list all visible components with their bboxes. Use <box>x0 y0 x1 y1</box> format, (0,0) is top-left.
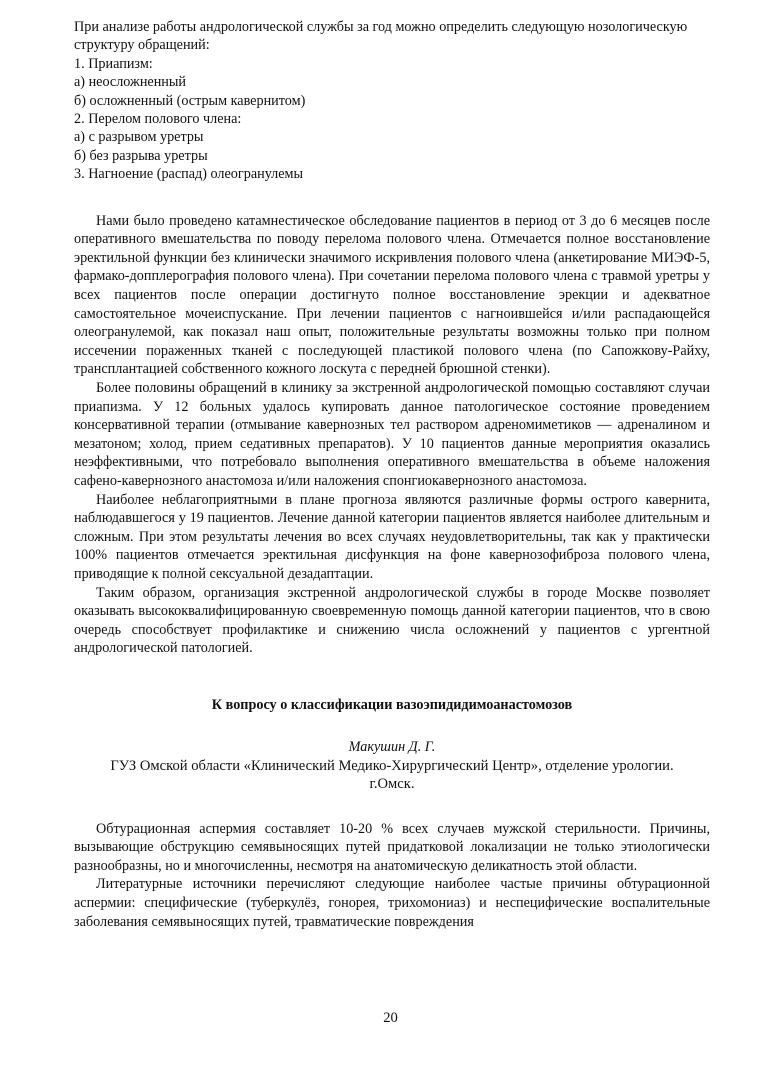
list-item: а) с разрывом уретры <box>74 129 204 146</box>
spacer <box>74 794 710 820</box>
body-paragraph-followup: Нами было проведено катамнестическое обследование пациентов в период от 3 до 6 месяцев после оперативного вмешательства по поводу перелома полового члена. Отмечается полное восстановление эректильной функции без клинически значимого искривления полового члена (анкетирование МИЭФ-5, фармако-допплерография полового члена). При сочетании перелома полового члена с травмой уретры у всех пациентов после операции достигнуто полное восстановление эрекции и адекватное самостоятельное мочеиспускание. При лечении пациентов с нагноившейся и/или распадающейся олеогранулемой, как показал наш опыт, положительные результаты возможны только при полном иссечении пораженных тканей с последующей пластикой полового члена (по Сапожкову-Райху, трансплантацией собственного кожного лоскута с передней брюшной стенки). <box>74 212 710 378</box>
section-affiliation-city: г.Омск. <box>369 776 415 793</box>
list-item: 1. Приапизм: <box>74 55 153 72</box>
intro-paragraph: При анализе работы андрологической службы за год можно определить следующую нозологическую структуру обращений: <box>74 19 688 54</box>
page-content <box>74 18 710 931</box>
section-affiliation: ГУЗ Омской области «Клинический Медико-Хирургический Центр», отделение урологии. <box>110 757 674 774</box>
section-paragraph-aspermia: Обтурационная аспермия составляет 10-20 % всех случаев мужской стерильности. Причины, вызывающие обструкцию семявыносящих путей придатковой локализации не только этиологически разнообразны, но и многочисленны, несмотря на анатомическую деликатность этой области. <box>74 820 710 874</box>
body-paragraph-cavernitis: Наиболее неблагоприятными в плане прогноза являются различные формы острого кавернита, наблюдавшегося у 19 пациентов. Лечение данной категории пациентов является наиболее длительным и сложным. При этом результаты лечения во всех случаях неудовлетворительны, так как у практически 100% пациентов отмечается эректильная дисфункция на фоне кавернозофиброза полового члена, приводящие к полной сексуальной дезадаптации. <box>74 491 710 582</box>
nosology-list <box>74 55 710 184</box>
list-item: а) неосложненный <box>74 74 187 91</box>
section-title: К вопросу о классификации вазоэпидидимоанастомозов <box>211 696 573 713</box>
body-paragraph-conclusion: Таким образом, организация экстренной андрологической службы в городе Москве позволяет оказывать высококвалифицированную своевременную помощь данной категории пациентов, что в свою очередь способствует профилактике и снижению числа осложнений у пациентов с ургентной андрологической патологией. <box>74 584 710 657</box>
body-paragraph-priapism: Более половины обращений в клинику за экстренной андрологической помощью составляют случаи приапизма. У 12 больных удалось купировать данное патологическое состояние проведением консервативной терапии (отмывание кавернозных тел раствором адреномиметиков — адреналином и мезатоном; холод, прием седативных препаратов). У 10 пациентов данные мероприятия оказались неэффективными, что потребовало выполнения оперативного вмешательства в объеме наложения сафено-кавернозного анастомоза и/или наложения спонгиокавернозного анастомоза. <box>74 380 710 489</box>
spacer <box>74 184 710 212</box>
list-item: 3. Нагноение (распад) олеогранулемы <box>74 166 304 183</box>
section-author: Макушин Д. Г. <box>348 738 436 755</box>
list-item: б) без разрыва уретры <box>74 147 208 164</box>
section-paragraph-causes: Литературные источники перечисляют следующие наиболее частые причины обтурационной аспермии: специфические (туберкулёз, гонорея, трихомониаз) и неспецифические воспалительные заболевания семявыносящих путей, травматические повреждения <box>74 876 710 930</box>
page-number: 20 <box>383 1010 398 1026</box>
list-item: б) осложненный (острым кавернитом) <box>74 92 306 109</box>
list-item: 2. Перелом полового члена: <box>74 111 242 128</box>
